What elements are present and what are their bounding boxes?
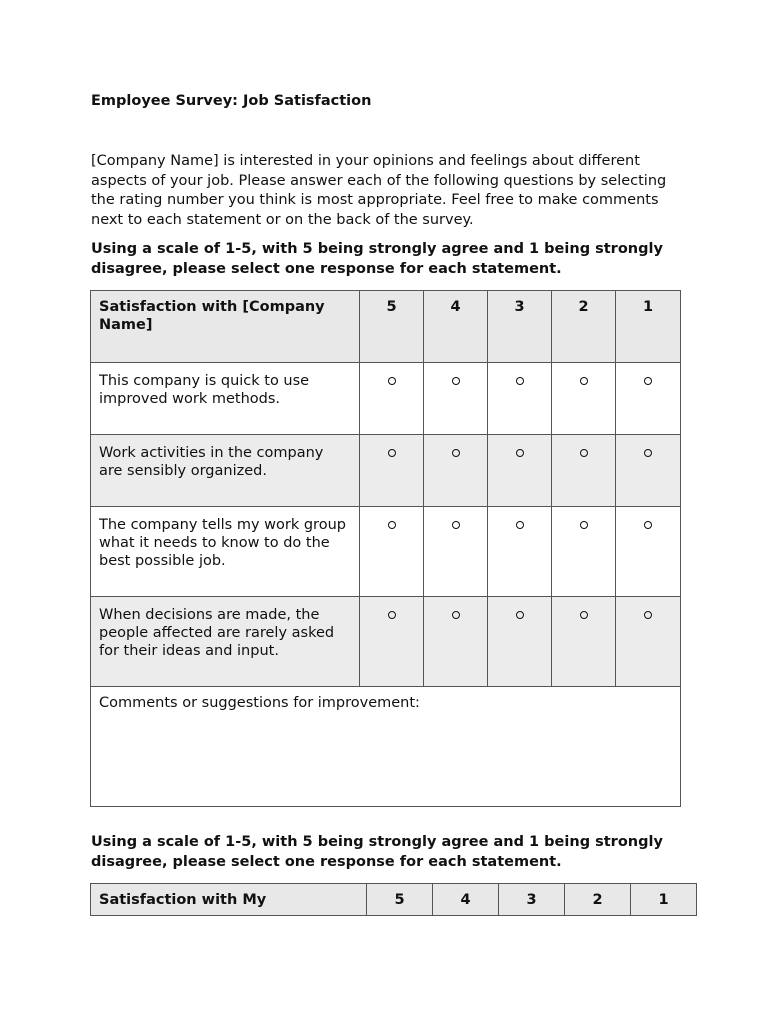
- rating-cell-1[interactable]: [616, 363, 681, 435]
- table-row: [91, 363, 681, 435]
- radio-button-icon[interactable]: [388, 449, 396, 457]
- rating-cell-5[interactable]: [360, 507, 424, 597]
- radio-button-icon[interactable]: [388, 611, 396, 619]
- scale-header-3: 3: [488, 291, 552, 363]
- radio-button-icon[interactable]: [516, 611, 524, 619]
- scale-instruction: Using a scale of 1-5, with 5 being strongly agree and 1 being strongly disagree, please select one response for each statement.: [91, 241, 663, 277]
- radio-button-icon[interactable]: [452, 449, 460, 457]
- table-header-category: Satisfaction with My: [91, 884, 367, 916]
- rating-cell-5[interactable]: [360, 363, 424, 435]
- table-header-category: Satisfaction with [Company Name]: [91, 291, 360, 363]
- scale-header-4: 4: [433, 884, 499, 916]
- radio-button-icon[interactable]: [452, 521, 460, 529]
- table-row: [91, 507, 681, 597]
- radio-button-icon[interactable]: [452, 377, 460, 385]
- rating-cell-2[interactable]: [552, 597, 616, 687]
- rating-cell-5[interactable]: [360, 597, 424, 687]
- page-title: Employee Survey: Job Satisfaction: [91, 93, 372, 109]
- radio-button-icon[interactable]: [580, 449, 588, 457]
- scale-instruction: Using a scale of 1-5, with 5 being strongly agree and 1 being strongly disagree, please select one response for each statement.: [91, 834, 663, 870]
- question-text: This company is quick to use improved work methods.: [91, 363, 360, 435]
- radio-button-icon[interactable]: [388, 521, 396, 529]
- rating-cell-4[interactable]: [424, 363, 488, 435]
- question-text: The company tells my work group what it needs to know to do the best possible job.: [91, 507, 360, 597]
- rating-cell-4[interactable]: [424, 435, 488, 507]
- rating-cell-3[interactable]: [488, 435, 552, 507]
- radio-button-icon[interactable]: [516, 377, 524, 385]
- comments-row: [91, 687, 681, 807]
- scale-header-1: 1: [616, 291, 681, 363]
- scale-header-3: 3: [499, 884, 565, 916]
- rating-cell-1[interactable]: [616, 435, 681, 507]
- radio-button-icon[interactable]: [580, 377, 588, 385]
- radio-button-icon[interactable]: [644, 611, 652, 619]
- survey-table-my: [90, 883, 697, 916]
- rating-cell-3[interactable]: [488, 597, 552, 687]
- radio-button-icon[interactable]: [644, 449, 652, 457]
- scale-header-5: 5: [367, 884, 433, 916]
- scale-header-2: 2: [565, 884, 631, 916]
- intro-paragraph: [Company Name] is interested in your opinions and feelings about different aspects of your job. Please answer each of the following questions by selecting the rating number you think is most appropriate. Feel free to make comments next to each statement or on the back of the survey.: [91, 153, 667, 228]
- table-row: [91, 597, 681, 687]
- scale-header-2: 2: [552, 291, 616, 363]
- rating-cell-2[interactable]: [552, 507, 616, 597]
- question-text: Work activities in the company are sensibly organized.: [91, 435, 360, 507]
- radio-button-icon[interactable]: [516, 449, 524, 457]
- radio-button-icon[interactable]: [644, 521, 652, 529]
- radio-button-icon[interactable]: [388, 377, 396, 385]
- comments-field[interactable]: Comments or suggestions for improvement:: [91, 687, 681, 807]
- rating-cell-1[interactable]: [616, 507, 681, 597]
- scale-header-5: 5: [360, 291, 424, 363]
- rating-cell-1[interactable]: [616, 597, 681, 687]
- radio-button-icon[interactable]: [580, 521, 588, 529]
- rating-cell-4[interactable]: [424, 507, 488, 597]
- rating-cell-2[interactable]: [552, 435, 616, 507]
- question-text: When decisions are made, the people affected are rarely asked for their ideas and input.: [91, 597, 360, 687]
- radio-button-icon[interactable]: [644, 377, 652, 385]
- rating-cell-2[interactable]: [552, 363, 616, 435]
- rating-cell-3[interactable]: [488, 507, 552, 597]
- scale-header-1: 1: [631, 884, 697, 916]
- radio-button-icon[interactable]: [516, 521, 524, 529]
- radio-button-icon[interactable]: [580, 611, 588, 619]
- survey-table-company: [90, 290, 681, 807]
- scale-header-4: 4: [424, 291, 488, 363]
- rating-cell-3[interactable]: [488, 363, 552, 435]
- table-row: [91, 435, 681, 507]
- rating-cell-5[interactable]: [360, 435, 424, 507]
- rating-cell-4[interactable]: [424, 597, 488, 687]
- radio-button-icon[interactable]: [452, 611, 460, 619]
